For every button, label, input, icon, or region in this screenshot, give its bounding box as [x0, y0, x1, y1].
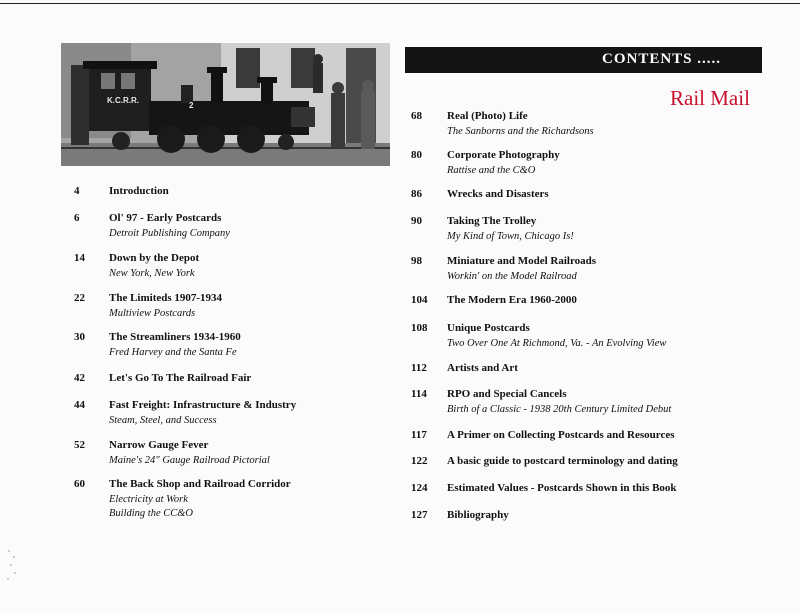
toc-page-number: 52 [74, 439, 85, 451]
toc-title: Miniature and Model Railroads [447, 255, 597, 267]
toc-page-number: 108 [411, 322, 428, 334]
toc-subtitle: Detroit Publishing Company [109, 228, 230, 239]
toc-page-number: 114 [411, 388, 427, 400]
toc-title: The Modern Era 1960-2000 [447, 294, 577, 306]
toc-title: The Limiteds 1907-1934 [109, 292, 223, 304]
contents-label: CONTENTS ..... [602, 51, 722, 67]
toc-page-number: 90 [411, 215, 422, 227]
toc-subtitle: Building the CC&O [109, 508, 193, 519]
loco-number: 2 [189, 101, 194, 110]
toc-page-number: 60 [74, 478, 85, 490]
toc-title: A Primer on Collecting Postcards and Resources [447, 429, 675, 441]
toc-page-number: 86 [411, 188, 422, 200]
toc-subtitle: Rattise and the C&O [447, 165, 536, 176]
page-top-rule [0, 3, 800, 4]
toc-subtitle: Steam, Steel, and Success [109, 415, 217, 426]
toc-page-number: 44 [74, 399, 85, 411]
toc-title: RPO and Special Cancels [447, 388, 567, 400]
toc-title: The Back Shop and Railroad Corridor [109, 478, 291, 490]
toc-subtitle: Birth of a Classic - 1938 20th Century Limited Debut [447, 404, 672, 415]
toc-page-number: 122 [411, 455, 428, 467]
toc-page-number: 22 [74, 292, 85, 304]
toc-page-number: 42 [74, 372, 85, 384]
toc-subtitle: The Sanborns and the Richardsons [447, 126, 594, 137]
toc-subtitle: Fred Harvey and the Santa Fe [109, 347, 237, 358]
toc-subtitle: Maine's 24" Gauge Railroad Pictorial [109, 455, 270, 466]
toc-subtitle: My Kind of Town, Chicago Is! [447, 231, 574, 242]
toc-page-number: 127 [411, 509, 428, 521]
toc-title: Ol' 97 - Early Postcards [109, 212, 222, 224]
locomotive-illustration [61, 43, 390, 166]
toc-page-number: 4 [74, 185, 80, 197]
toc-page-number: 68 [411, 110, 422, 122]
toc-subtitle: Electricity at Work [109, 494, 188, 505]
toc-page-number: 104 [411, 294, 428, 306]
toc-title: The Streamliners 1934-1960 [109, 331, 241, 343]
toc-title: Artists and Art [447, 362, 518, 374]
toc-title: Bibliography [447, 509, 509, 521]
toc-title: Introduction [109, 185, 169, 197]
toc-title: Real (Photo) Life [447, 110, 528, 122]
toc-subtitle: Multiview Postcards [109, 308, 196, 319]
toc-page-number: 124 [411, 482, 428, 494]
toc-page-number: 117 [411, 429, 427, 441]
toc-title: Narrow Gauge Fever [109, 439, 209, 451]
toc-title: Estimated Values - Postcards Shown in this Book [447, 482, 677, 494]
toc-title: A basic guide to postcard terminology and dating [447, 455, 678, 467]
locomotive-photo [61, 43, 390, 166]
scan-artifact [5, 545, 19, 585]
toc-page-number: 80 [411, 149, 422, 161]
toc-title: Taking The Trolley [447, 215, 537, 227]
toc-page-number: 14 [74, 252, 85, 264]
brand-title: Rail Mail [670, 86, 750, 110]
loco-marking: K.C.R.R. [107, 96, 139, 105]
toc-subtitle: New York, New York [109, 268, 195, 279]
toc-title: Unique Postcards [447, 322, 530, 334]
toc-page-number: 30 [74, 331, 85, 343]
toc-page-number: 98 [411, 255, 422, 267]
toc-title: Let's Go To The Railroad Fair [109, 372, 252, 384]
toc-page-number: 112 [411, 362, 427, 374]
toc-title: Down by the Depot [109, 252, 200, 264]
toc-title: Wrecks and Disasters [447, 188, 549, 200]
toc-page-number: 6 [74, 212, 80, 224]
toc-title: Corporate Photography [447, 149, 560, 161]
toc-title: Fast Freight: Infrastructure & Industry [109, 399, 297, 411]
toc-subtitle: Workin' on the Model Railroad [447, 271, 577, 282]
toc-subtitle: Two Over One At Richmond, Va. - An Evolving View [447, 338, 667, 349]
